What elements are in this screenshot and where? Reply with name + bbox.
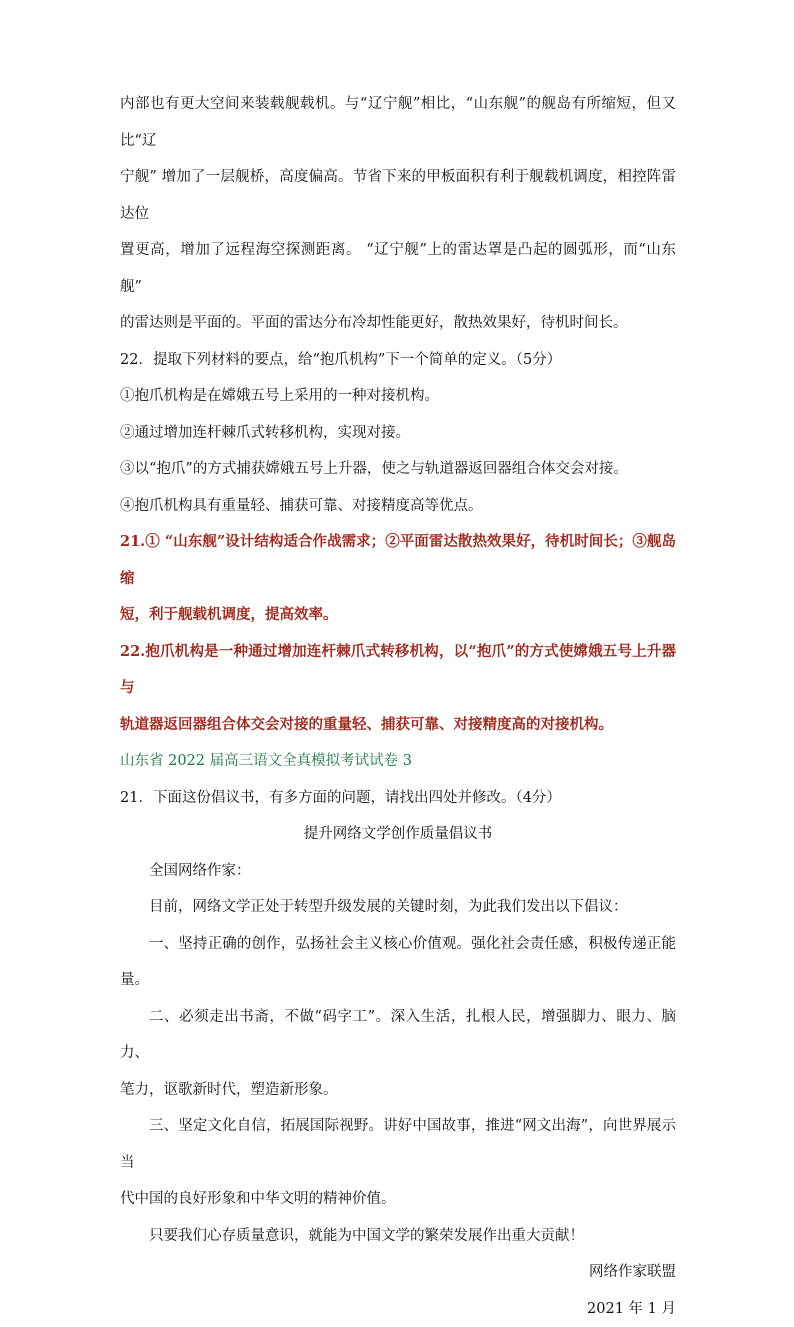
question-21-prompt: 21．下面这份倡议书，有多方面的问题，请找出四处并修改。（4分）: [120, 780, 676, 817]
proposal-salutation: 全国网络作家：: [120, 853, 676, 890]
proposal-closing: 只要我们心存质量意识，就能为中国文学的繁荣发展作出重大贡献！: [120, 1218, 676, 1255]
proposal-date: 2021 年 1 月: [120, 1291, 676, 1327]
proposal-point-2-line-2: 笔力，讴歌新时代，塑造新形象。: [120, 1072, 676, 1109]
answer-22-line-1: 22.抱爪机构是一种通过增加连杆棘爪式转移机构，以“抱爪”的方式使嫦娥五号上升器与: [120, 634, 676, 707]
source-heading: 山东省 2022 届高三语文全真模拟考试试卷 3: [120, 743, 676, 780]
answer-21-line-1: 21.① “山东舰”设计结构适合作战需求；②平面雷达散热效果好，待机时间长；③舰岛缩: [120, 524, 676, 597]
document-page: [120, 86, 676, 1327]
proposal-point-3-line-2: 代中国的良好形象和中华文明的精神价值。: [120, 1181, 676, 1218]
material-item-3: ③以“抱爪”的方式捕获嫦娥五号上升器，使之与轨道器返回器组合体交会对接。: [120, 451, 676, 488]
proposal-title: 提升网络文学创作质量倡议书: [120, 816, 676, 853]
answer-21-line-2: 短，利于舰载机调度，提高效率。: [120, 597, 676, 634]
passage-line-1: 内部也有更大空间来装载舰载机。与“辽宁舰”相比，“山东舰”的舰岛有所缩短，但又比“辽: [120, 86, 676, 159]
material-item-2: ②通过增加连杆棘爪式转移机构，实现对接。: [120, 415, 676, 452]
material-item-1: ①抱爪机构是在嫦娥五号上采用的一种对接机构。: [120, 378, 676, 415]
proposal-signature: 网络作家联盟: [120, 1254, 676, 1291]
proposal-intro: 目前，网络文学正处于转型升级发展的关键时刻，为此我们发出以下倡议：: [120, 889, 676, 926]
proposal-point-1: 一、坚持正确的创作，弘扬社会主义核心价值观。强化社会责任感，积极传递正能量。: [120, 926, 676, 999]
passage-line-3: 置更高，增加了远程海空探测距离。 “辽宁舰”上的雷达罩是凸起的圆弧形，而“山东舰”: [120, 232, 676, 305]
passage-line-2: 宁舰” 增加了一层舰桥，高度偏高。节省下来的甲板面积有利于舰载机调度，相控阵雷达位: [120, 159, 676, 232]
proposal-point-2-line-1: 二、必须走出书斋，不做“码字工”。深入生活，扎根人民，增强脚力、眼力、脑力、: [120, 999, 676, 1072]
material-item-4: ④抱爪机构具有重量轻、捕获可靠、对接精度高等优点。: [120, 488, 676, 525]
passage-line-4: 的雷达则是平面的。平面的雷达分布冷却性能更好，散热效果好，待机时间长。: [120, 305, 676, 342]
answer-22-line-2: 轨道器返回器组合体交会对接的重量轻、捕获可靠、对接精度高的对接机构。: [120, 707, 676, 744]
proposal-point-3-line-1: 三、坚定文化自信，拓展国际视野。讲好中国故事，推进“网文出海”，向世界展示当: [120, 1108, 676, 1181]
question-22-prompt: 22．提取下列材料的要点，给“抱爪机构”下一个简单的定义。（5分）: [120, 342, 676, 379]
